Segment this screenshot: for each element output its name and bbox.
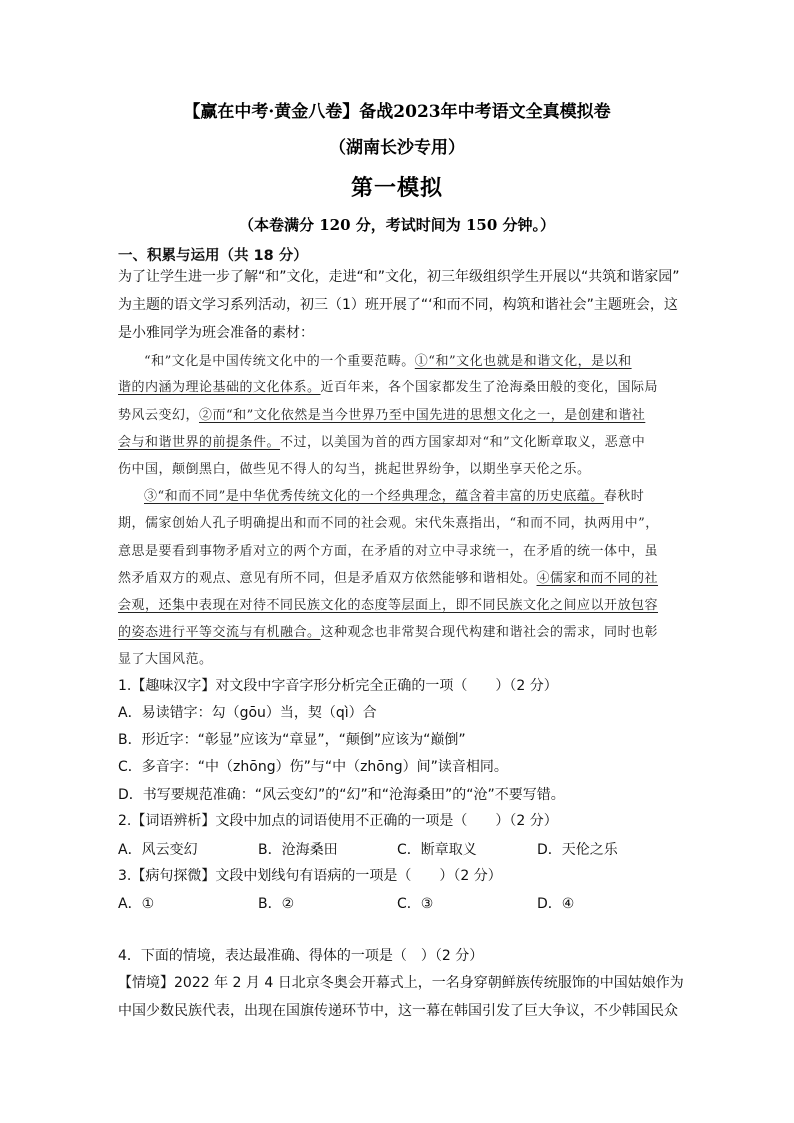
material-text: 势风云变幻， (118, 408, 200, 423)
material-line: 显了大国风范。 (118, 652, 213, 667)
exam-subtitle: （湖南长沙专用） (329, 138, 465, 158)
question-3-option-b[interactable]: B．② (258, 896, 295, 912)
material-line: 期，儒家创始人孔子明确提出和而不同的社会观。宋代朱熹指出，“和而不同，执两用中”， (118, 516, 659, 531)
material-line (118, 621, 674, 640)
material-text: 不过，以美国为首的西方国家却对“和”文化断章取义，恶意中 (280, 435, 646, 450)
material-line (118, 350, 700, 369)
underlined-sentence-2: 会与和谐世界的前提条件。 (118, 435, 281, 450)
question-1-option-b[interactable]: B．形近字：“彰显”应该为“章显”，“颠倒”应该为“巅倒” (118, 732, 466, 748)
question-2-stem: 2.【词语辨析】文段中加点的词语使用不正确的一项是（ ）（2 分） (118, 813, 558, 829)
exam-title: 【赢在中考·黄金八卷】备战2023年中考语文全真模拟卷 (183, 102, 611, 122)
material-text: 然矛盾双方的观点、意见有所不同，但是矛盾双方依然能够和谐相处。 (118, 571, 537, 586)
underlined-sentence-1: ①“和”文化也就是和谐文化，是以和 (414, 354, 632, 369)
question-3-option-a[interactable]: A．① (118, 896, 155, 912)
underlined-sentence-4: ④儒家和而不同的社 (536, 571, 659, 586)
exam-note: （本卷满分 120 分，考试时间为 150 分钟。） (238, 216, 555, 234)
material-line: 伤中国，颠倒黑白，做些见不得人的勾当，挑起世界纷争，以期坐享天伦之乐。 (118, 462, 591, 477)
question-4-scenario-line: 【情境】2022 年 2 月 4 日北京冬奥会开幕式上，一名身穿朝鲜族传统服饰的中国姑娘作为 (118, 975, 684, 991)
question-1-option-c[interactable]: C．多音字：“中（zhōng）伤”与“中（zhōng）间”读音相同。 (118, 759, 508, 775)
question-3-option-c[interactable]: C．③ (397, 896, 434, 912)
material-line (118, 567, 674, 586)
question-1-option-d[interactable]: D．书写要规范准确：“风云变幻”的“幻”和“沧海桑田”的“沧”不要写错。 (118, 787, 565, 803)
underlined-sentence-2: ②而“和”文化依然是当今世界乃至中国先进的思想文化之一，是创建和谐社 (199, 408, 646, 423)
material-line (118, 376, 674, 395)
question-3-stem: 3.【病句探微】文段中划线句有语病的一项是（ ）（2 分） (118, 868, 502, 884)
question-2-option-a[interactable]: A．风云变幻 (118, 842, 198, 858)
intro-line: 是小雅同学为班会准备的素材： (118, 325, 314, 341)
material-line (118, 594, 674, 613)
underlined-sentence-4: 的姿态进行平等交流与有机融合。 (118, 625, 321, 640)
material-text: 近百年来，各个国家都发生了沧海桑田般的变化，国际局 (320, 380, 659, 395)
question-2-option-d[interactable]: D．天伦之乐 (537, 842, 618, 858)
underlined-sentence-4: 会观，还集中表现在对待不同民族文化的态度等层面上，即不同民族文化之间应以开放包容 (118, 598, 659, 613)
intro-line: 为了让学生进一步了解“和”文化，走进“和”文化，初三年级组织学生开展以“共筑和谐家园” (118, 269, 680, 285)
intro-line: 为主题的语文学习系列活动，初三（1）班开展了“‘和而不同，构筑和谐社会”主题班会，这 (118, 297, 678, 313)
underlined-sentence-1: 谐的内涵为理论基础的文化体系。 (118, 380, 321, 395)
material-text: “和”文化是中国传统文化中的一个重要范畴。 (144, 354, 415, 369)
material-text: 春秋时 (603, 489, 645, 504)
section-heading: 一、积累与运用（共 18 分） (118, 248, 308, 264)
question-4-scenario-line: 中国少数民族代表，出现在国旗传递环节中，这一幕在韩国引发了巨大争议，不少韩国民众 (118, 1003, 678, 1019)
underlined-sentence-3: ③“和而不同”是中华优秀传统文化的一个经典理念，蕴含着丰富的历史底蕴。 (144, 489, 604, 504)
question-2-option-b[interactable]: B．沧海桑田 (258, 842, 338, 858)
paper-name: 第一模拟 (350, 175, 443, 201)
question-3-option-d[interactable]: D．④ (537, 896, 575, 912)
material-line: 意思是要看到事物矛盾对立的两个方面，在矛盾的对立中寻求统一，在矛盾的统一体中，虽 (118, 544, 659, 559)
question-1-stem: 1.【趣味汉字】对文段中字音字形分析完全正确的一项（ ）（2 分） (118, 678, 558, 694)
material-line (118, 485, 700, 504)
question-4-stem: 4．下面的情境，表达最准确、得体的一项是（ ）（2 分） (118, 948, 484, 964)
material-line (118, 404, 674, 423)
material-line (118, 431, 674, 450)
question-1-option-a[interactable]: A．易读错字：勾（gōu）当，契（qì）合 (118, 705, 377, 721)
question-2-option-c[interactable]: C．断章取义 (397, 842, 477, 858)
material-text: 这种观念也非常契合现代构建和谐社会的需求，同时也彰 (320, 625, 659, 640)
